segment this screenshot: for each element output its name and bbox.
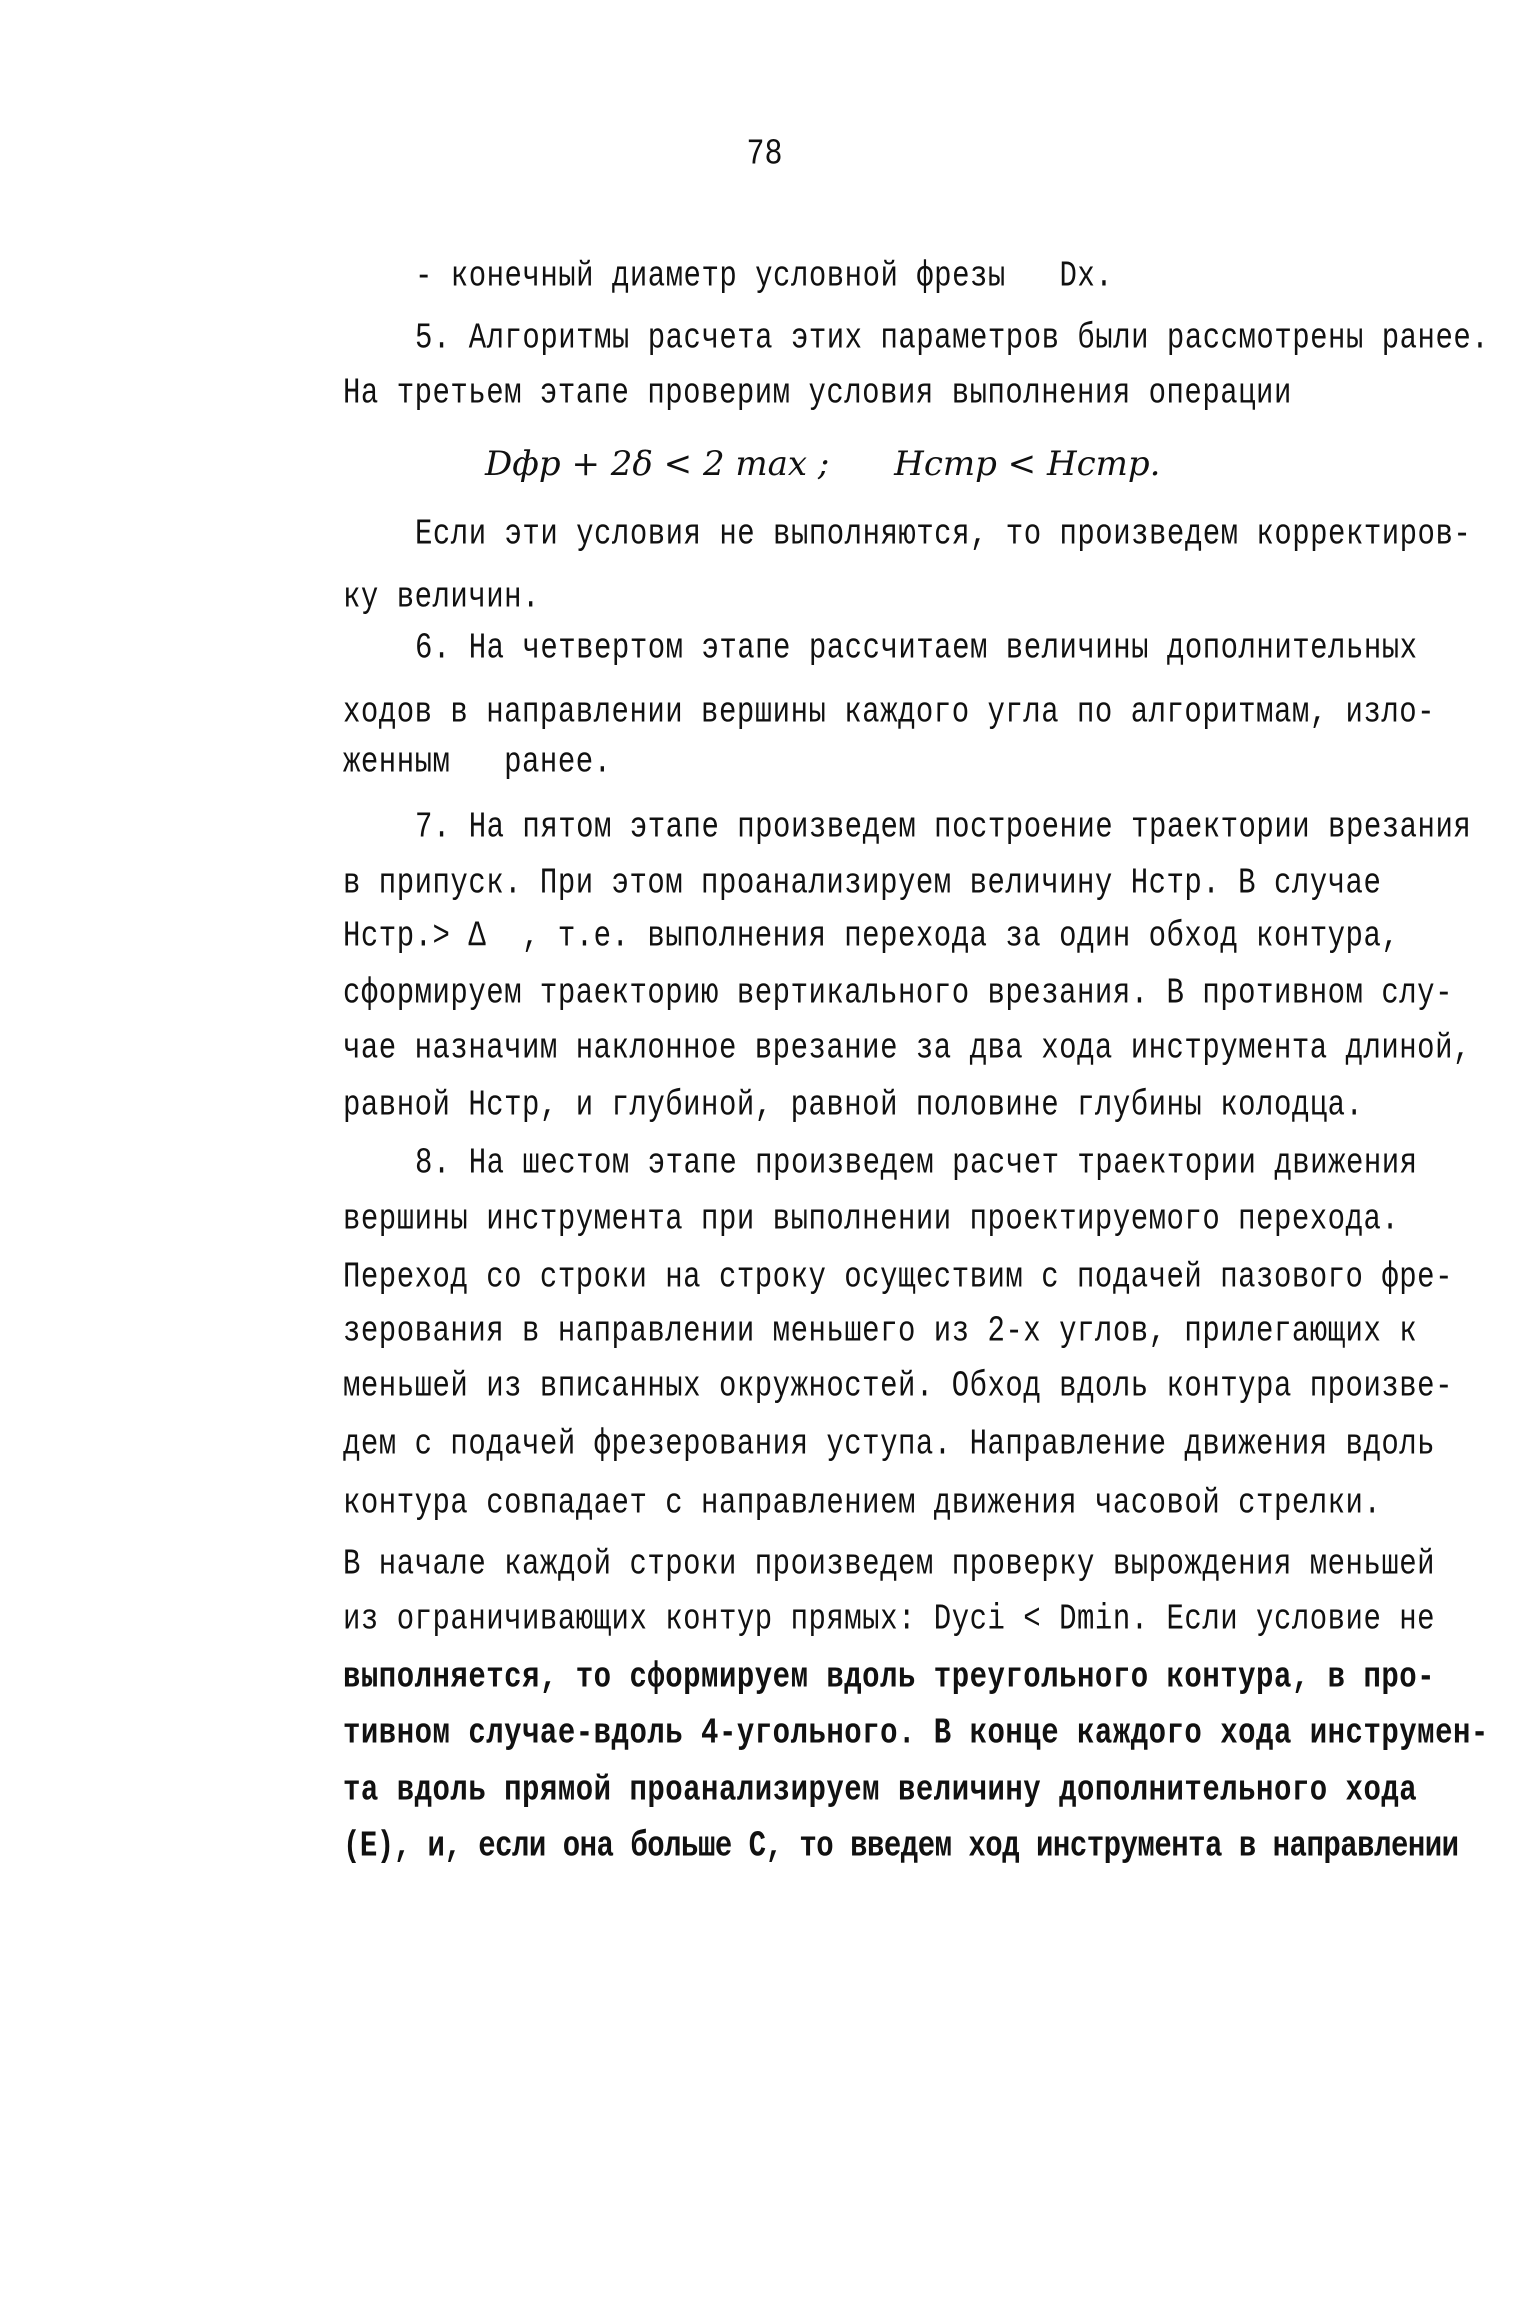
text-line: зерования в направлении меньшего из 2-х углов, прилегающих к [343,1310,1418,1352]
text-line: из ограничивающих контур прямых: Dусi < Dmin. Если условие не [343,1598,1436,1640]
text-line: В начале каждой строки произведем проверку вырождения меньшей [343,1543,1436,1585]
text-line: (Е), и, если она больше С, то введем ход инструмента в направлении [343,1825,1459,1867]
text-line: выполняется, то сформируем вдоль треугольного контура, в про- [343,1656,1436,1698]
text-line: меньшей из вписанных окружностей. Обход вдоль контура произве- [343,1365,1453,1407]
text-line: Если эти условия не выполняются, то произведем корректиров- [415,513,1472,555]
text-line: Переход со строки на строку осуществим с подачей пазового фре- [343,1256,1453,1298]
text-line: та вдоль прямой проанализируем величину дополнительного хода [343,1769,1418,1811]
text-line: 6. На четвертом этапе рассчитаем величины дополнительных [415,627,1418,669]
page-number: 78 [746,134,783,176]
text-line: дем с подачей фрезерования уступа. Направление движения вдоль [343,1423,1436,1465]
text-line: 7. На пятом этапе произведем построение траектории врезания [415,806,1472,848]
text-line: ходов в направлении вершины каждого угла по алгоритмам, изло- [343,691,1436,733]
text-line: 8. На шестом этапе произведем расчет траектории движения [415,1142,1418,1184]
text-line: равной Нстр, и глубиной, равной половине глубины колодца. [343,1084,1364,1126]
text-line: чае назначим наклонное врезание за два хода инструмента длиной, [343,1027,1471,1069]
formula: Dфр + 2δ < 2 max ; Нстр < Нстр. [485,444,1161,484]
text-line: вершины инструмента при выполнении проектируемого перехода. [343,1198,1400,1240]
text-line: ку величин. [343,576,540,618]
text-line: Нстр.> Δ , т.е. выполнения перехода за один обход контура, [343,915,1400,957]
text-line: женным ранее. [343,741,612,783]
text-line: сформируем траекторию вертикального врезания. В противном слу- [343,972,1453,1014]
text-line: тивном случае-вдоль 4-угольного. В конце каждого хода инструмен- [343,1712,1489,1754]
text-line: 5. Алгоритмы расчета этих параметров были рассмотрены ранее. [415,317,1490,359]
text-line: - конечный диаметр условной фрезы Dх. [415,255,1114,297]
text-line: в припуск. При этом проанализируем величину Нстр. В случае [343,862,1382,904]
text-line: На третьем этапе проверим условия выполнения операции [343,372,1292,414]
text-line: контура совпадает с направлением движения часовой стрелки. [343,1482,1382,1524]
